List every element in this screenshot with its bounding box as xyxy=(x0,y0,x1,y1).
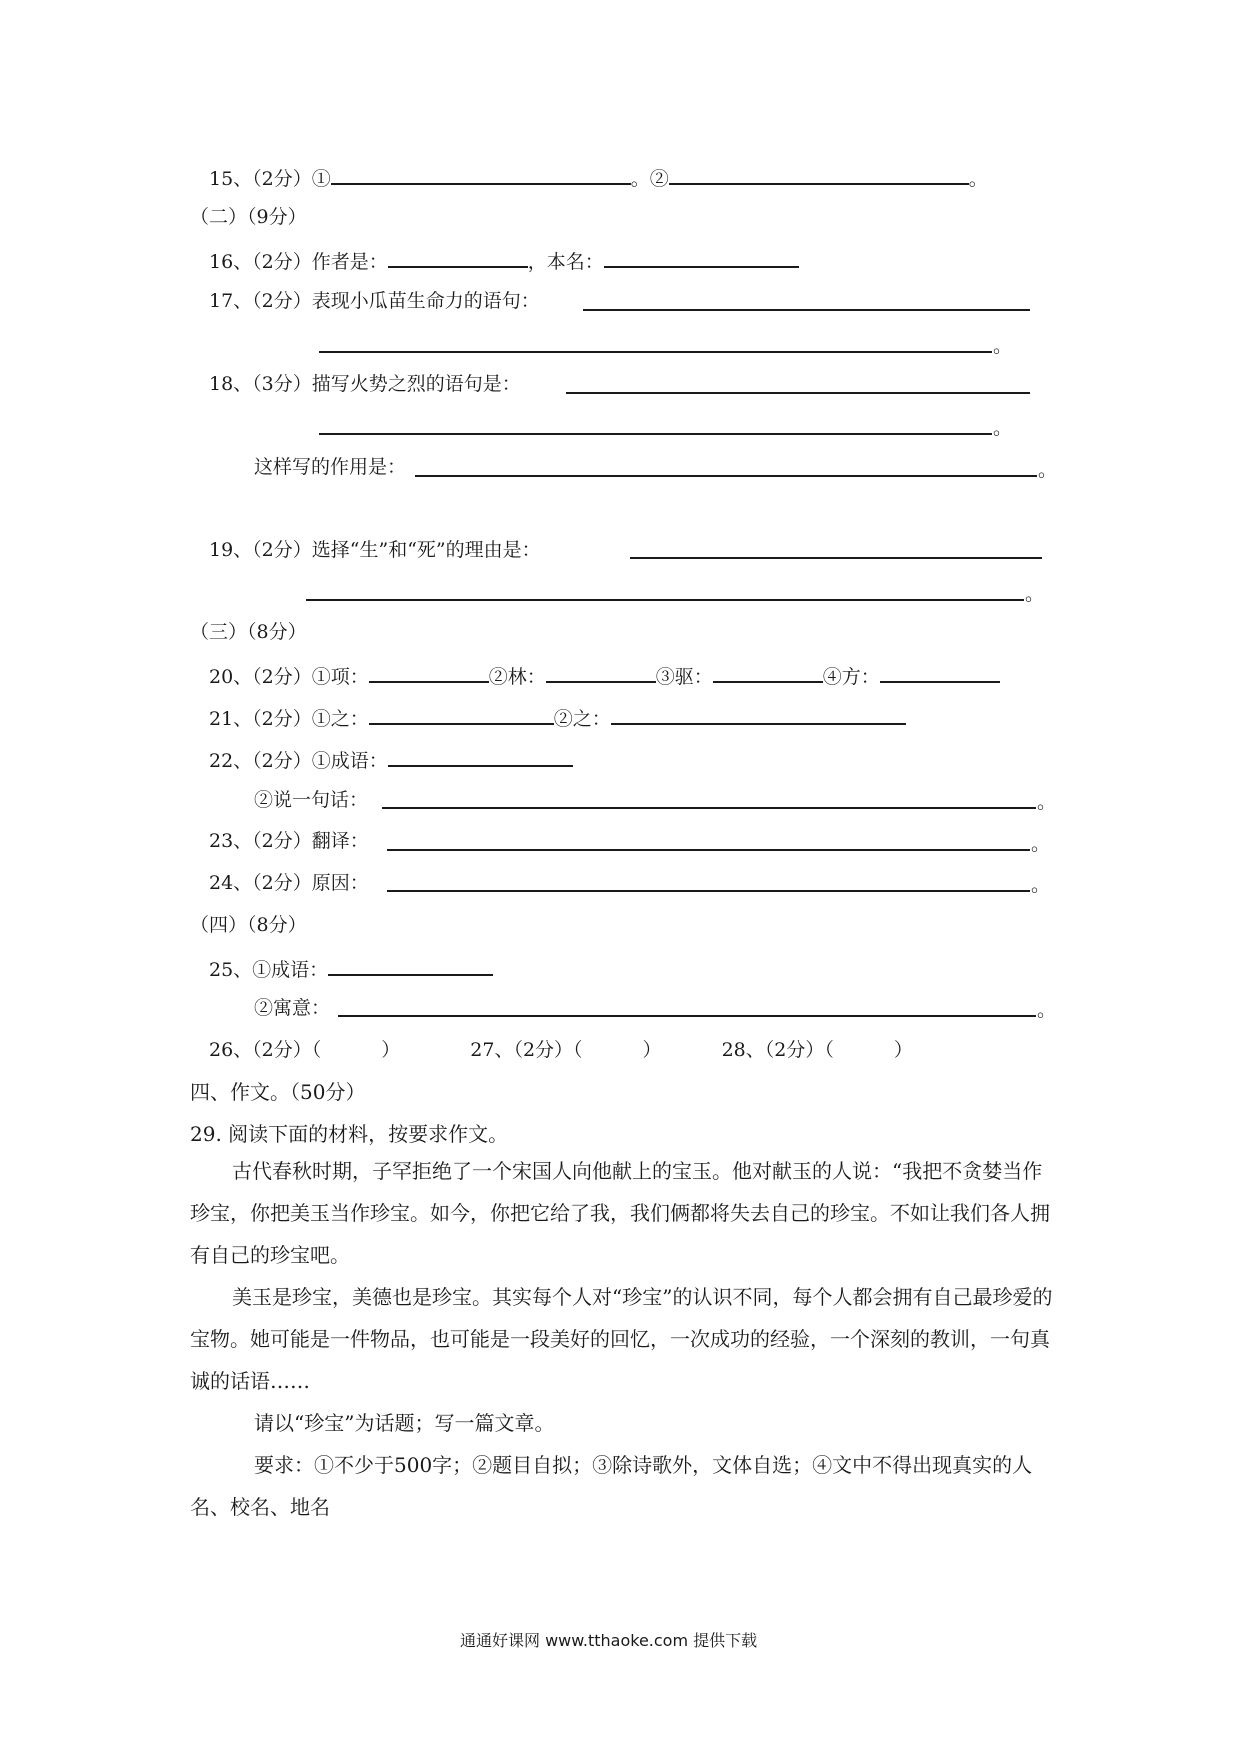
question-25 xyxy=(209,954,493,983)
q15-answer-2-blank[interactable] xyxy=(669,163,969,185)
q22-sub-label: ②说一句话： xyxy=(254,789,369,811)
q18-effect-blank[interactable] xyxy=(415,475,1037,477)
q22-sub-end: 。 xyxy=(1037,791,1057,813)
q27-close: ） xyxy=(642,1039,662,1061)
q20-label: 20、（2分）①项： xyxy=(209,666,369,688)
q22-sentence-blank[interactable] xyxy=(382,807,1036,809)
q19-answer-blank-2[interactable] xyxy=(306,599,1024,601)
q17-answer-blank-2[interactable] xyxy=(319,351,992,353)
q20-blank-2[interactable] xyxy=(546,661,656,683)
q21-blank-2[interactable] xyxy=(611,703,906,725)
prompt-paragraph: 请以“珍宝”为话题；写一篇文章。 xyxy=(254,1411,555,1435)
q28-label: 28、（2分）（ xyxy=(721,1039,834,1061)
q18-end: 。 xyxy=(993,417,1013,439)
question-15 xyxy=(209,163,988,192)
q15-label: 15、（2分）① xyxy=(209,168,331,190)
q23-translation-blank[interactable] xyxy=(387,849,1030,851)
q16-author-blank[interactable] xyxy=(388,246,528,268)
question-29-label: 29. 阅读下面的材料，按要求作文。 xyxy=(190,1122,509,1146)
footer-download-note: 通通好课网 www.tthaoke.com 提供下载 xyxy=(460,1631,758,1650)
q24-label: 24、（2分）原因： xyxy=(209,872,369,894)
q19-answer-blank-1[interactable] xyxy=(630,557,1042,559)
q25-meaning-blank[interactable] xyxy=(338,1015,1036,1017)
q15-end: 。 xyxy=(968,168,988,190)
q16-label: 16、（2分）作者是： xyxy=(209,251,388,273)
q20-blank-1[interactable] xyxy=(369,661,489,683)
q21-b: ②之： xyxy=(553,708,611,730)
section-3-heading: （三）（8分） xyxy=(190,621,307,643)
requirements-paragraph: 要求：①不少于500字；②题目自拟；③除诗歌外，文体自选；④文中不得出现真实的人名、校名、地名 xyxy=(190,1453,1033,1519)
section-4-heading: （四）（8分） xyxy=(190,914,307,936)
question-16 xyxy=(209,246,799,275)
q20-blank-4[interactable] xyxy=(880,661,1000,683)
q27-label: 27、（2分）（ xyxy=(470,1039,583,1061)
question-24 xyxy=(209,870,369,896)
q25-sub-label: ②寓意： xyxy=(254,997,331,1019)
part-4-heading: 四、作文。（50分） xyxy=(190,1080,366,1104)
q24-reason-blank[interactable] xyxy=(387,890,1030,892)
q15-mid: 。② xyxy=(630,168,669,190)
q21-blank-1[interactable] xyxy=(369,703,554,725)
q18-answer-blank-2[interactable] xyxy=(319,433,992,435)
q18-answer-blank-1[interactable] xyxy=(566,392,1030,394)
q16-realname-blank[interactable] xyxy=(604,246,799,268)
q19-end: 。 xyxy=(1025,583,1045,605)
q20-c: ③驱： xyxy=(655,666,713,688)
question-21 xyxy=(209,703,906,732)
q23-end: 。 xyxy=(1031,833,1051,855)
questions-26-28 xyxy=(209,1037,913,1063)
q17-end: 。 xyxy=(993,335,1013,357)
q15-answer-1-blank[interactable] xyxy=(331,163,631,185)
q22-label: 22、（2分）①成语： xyxy=(209,750,388,772)
question-19 xyxy=(209,537,541,563)
q20-b: ②林： xyxy=(488,666,546,688)
q22-sub xyxy=(254,787,368,813)
q17-label: 17、（2分）表现小瓜苗生命力的语句： xyxy=(209,290,540,312)
question-17 xyxy=(209,288,540,314)
question-22 xyxy=(209,745,573,774)
q25-sub-end: 。 xyxy=(1037,999,1057,1021)
q22-idiom-blank[interactable] xyxy=(388,745,573,767)
q19-label: 19、（2分）选择“生”和“死”的理由是： xyxy=(209,539,541,561)
q26-label: 26、（2分）（ xyxy=(209,1039,322,1061)
q25-sub xyxy=(254,995,330,1021)
question-23 xyxy=(209,828,369,854)
passage-paragraph-2: 美玉是珍宝，美德也是珍宝。其实每个人对“珍宝”的认识不同，每个人都会拥有自己最珍爱的宝物。她可能是一件物品，也可能是一段美好的回忆，一次成功的经验，一个深刻的教训，一句真诚的话语…… xyxy=(190,1285,1053,1393)
q18-sub-end: 。 xyxy=(1038,459,1058,481)
q25-label: 25、①成语： xyxy=(209,959,329,981)
question-20 xyxy=(209,661,1000,690)
question-18 xyxy=(209,371,521,397)
q20-d: ④方： xyxy=(822,666,880,688)
q23-label: 23、（2分）翻译： xyxy=(209,830,369,852)
q18-label: 18、（3分）描写火势之烈的语句是： xyxy=(209,373,521,395)
q24-end: 。 xyxy=(1031,874,1051,896)
q17-answer-blank-1[interactable] xyxy=(583,309,1030,311)
passage-paragraph-1: 古代春秋时期，子罕拒绝了一个宋国人向他献上的宝玉。他对献玉的人说：“我把不贪婪当作珍宝，你把美玉当作珍宝。如今，你把它给了我，我们俩都将失去自己的珍宝。不如让我们各人拥有自己的珍宝吧。 xyxy=(190,1159,1050,1267)
q16-mid: ，本名： xyxy=(527,251,604,273)
q25-idiom-blank[interactable] xyxy=(328,954,493,976)
q20-blank-3[interactable] xyxy=(713,661,823,683)
q26-close: ） xyxy=(381,1039,401,1061)
q28-close: ） xyxy=(893,1039,913,1061)
section-2-heading: （二）（9分） xyxy=(190,206,307,228)
q18-sub-label: 这样写的作用是： xyxy=(254,456,407,478)
q21-label: 21、（2分）①之： xyxy=(209,708,369,730)
q18-sub xyxy=(254,454,406,480)
